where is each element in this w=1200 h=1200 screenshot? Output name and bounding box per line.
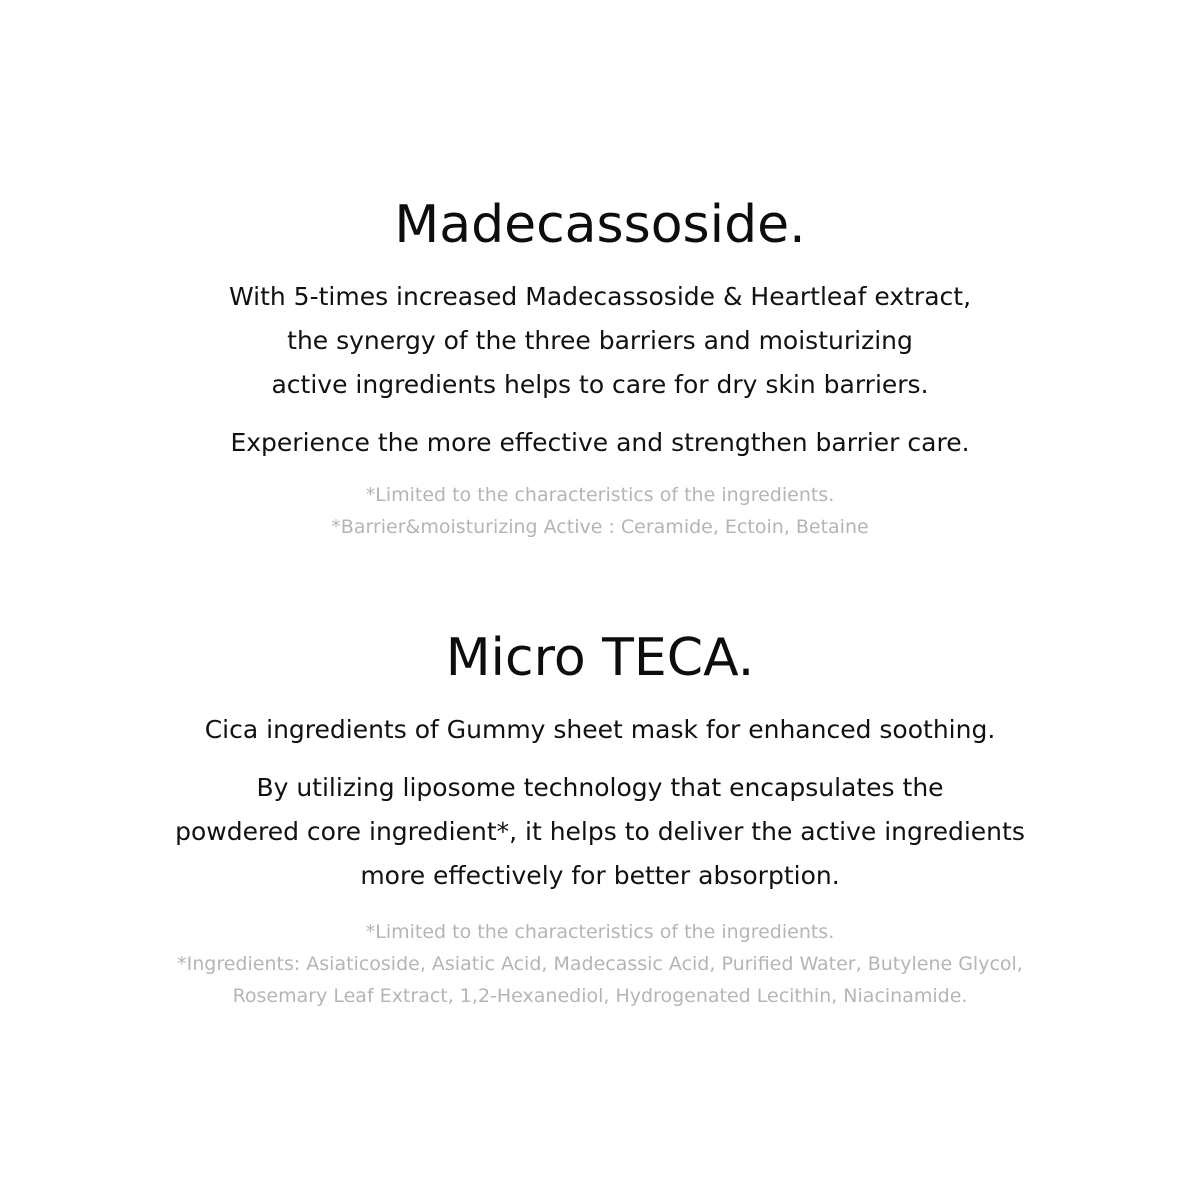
madecassoside-tagline: Experience the more effective and strengthen barrier care. bbox=[230, 428, 970, 457]
footnote: Rosemary Leaf Extract, 1,2-Hexanediol, Hydrogenated Lecithin, Niacinamide. bbox=[232, 985, 968, 1007]
footnote: *Limited to the characteristics of the ingredients. bbox=[365, 921, 835, 943]
madecassoside-section bbox=[0, 195, 1200, 543]
madecassoside-footnotes bbox=[0, 479, 1200, 543]
micro-teca-section bbox=[0, 628, 1200, 1012]
footnote: *Ingredients: Asiaticoside, Asiatic Acid, Madecassic Acid, Purified Water, Butylene Glycol, bbox=[177, 953, 1023, 975]
micro-teca-description-line: By utilizing liposome technology that encapsulates the bbox=[256, 773, 944, 802]
micro-teca-description-line: more effectively for better absorption. bbox=[360, 861, 840, 890]
micro-teca-description-line: powdered core ingredient*, it helps to deliver the active ingredients bbox=[175, 817, 1025, 846]
micro-teca-intro: Cica ingredients of Gummy sheet mask for enhanced soothing. bbox=[204, 715, 996, 744]
footnote: *Barrier&moisturizing Active : Ceramide, Ectoin, Betaine bbox=[331, 516, 869, 538]
madecassoside-description-line: With 5-times increased Madecassoside & Heartleaf extract, bbox=[228, 282, 972, 311]
micro-teca-title: Micro TECA. bbox=[445, 628, 755, 688]
madecassoside-title: Madecassoside. bbox=[394, 195, 806, 255]
micro-teca-footnotes bbox=[0, 916, 1200, 1012]
footnote: *Limited to the characteristics of the ingredients. bbox=[365, 484, 835, 506]
madecassoside-description-line: active ingredients helps to care for dry skin barriers. bbox=[271, 370, 929, 399]
madecassoside-description-line: the synergy of the three barriers and moisturizing bbox=[287, 326, 913, 355]
micro-teca-description bbox=[0, 766, 1200, 898]
madecassoside-description bbox=[0, 275, 1200, 407]
